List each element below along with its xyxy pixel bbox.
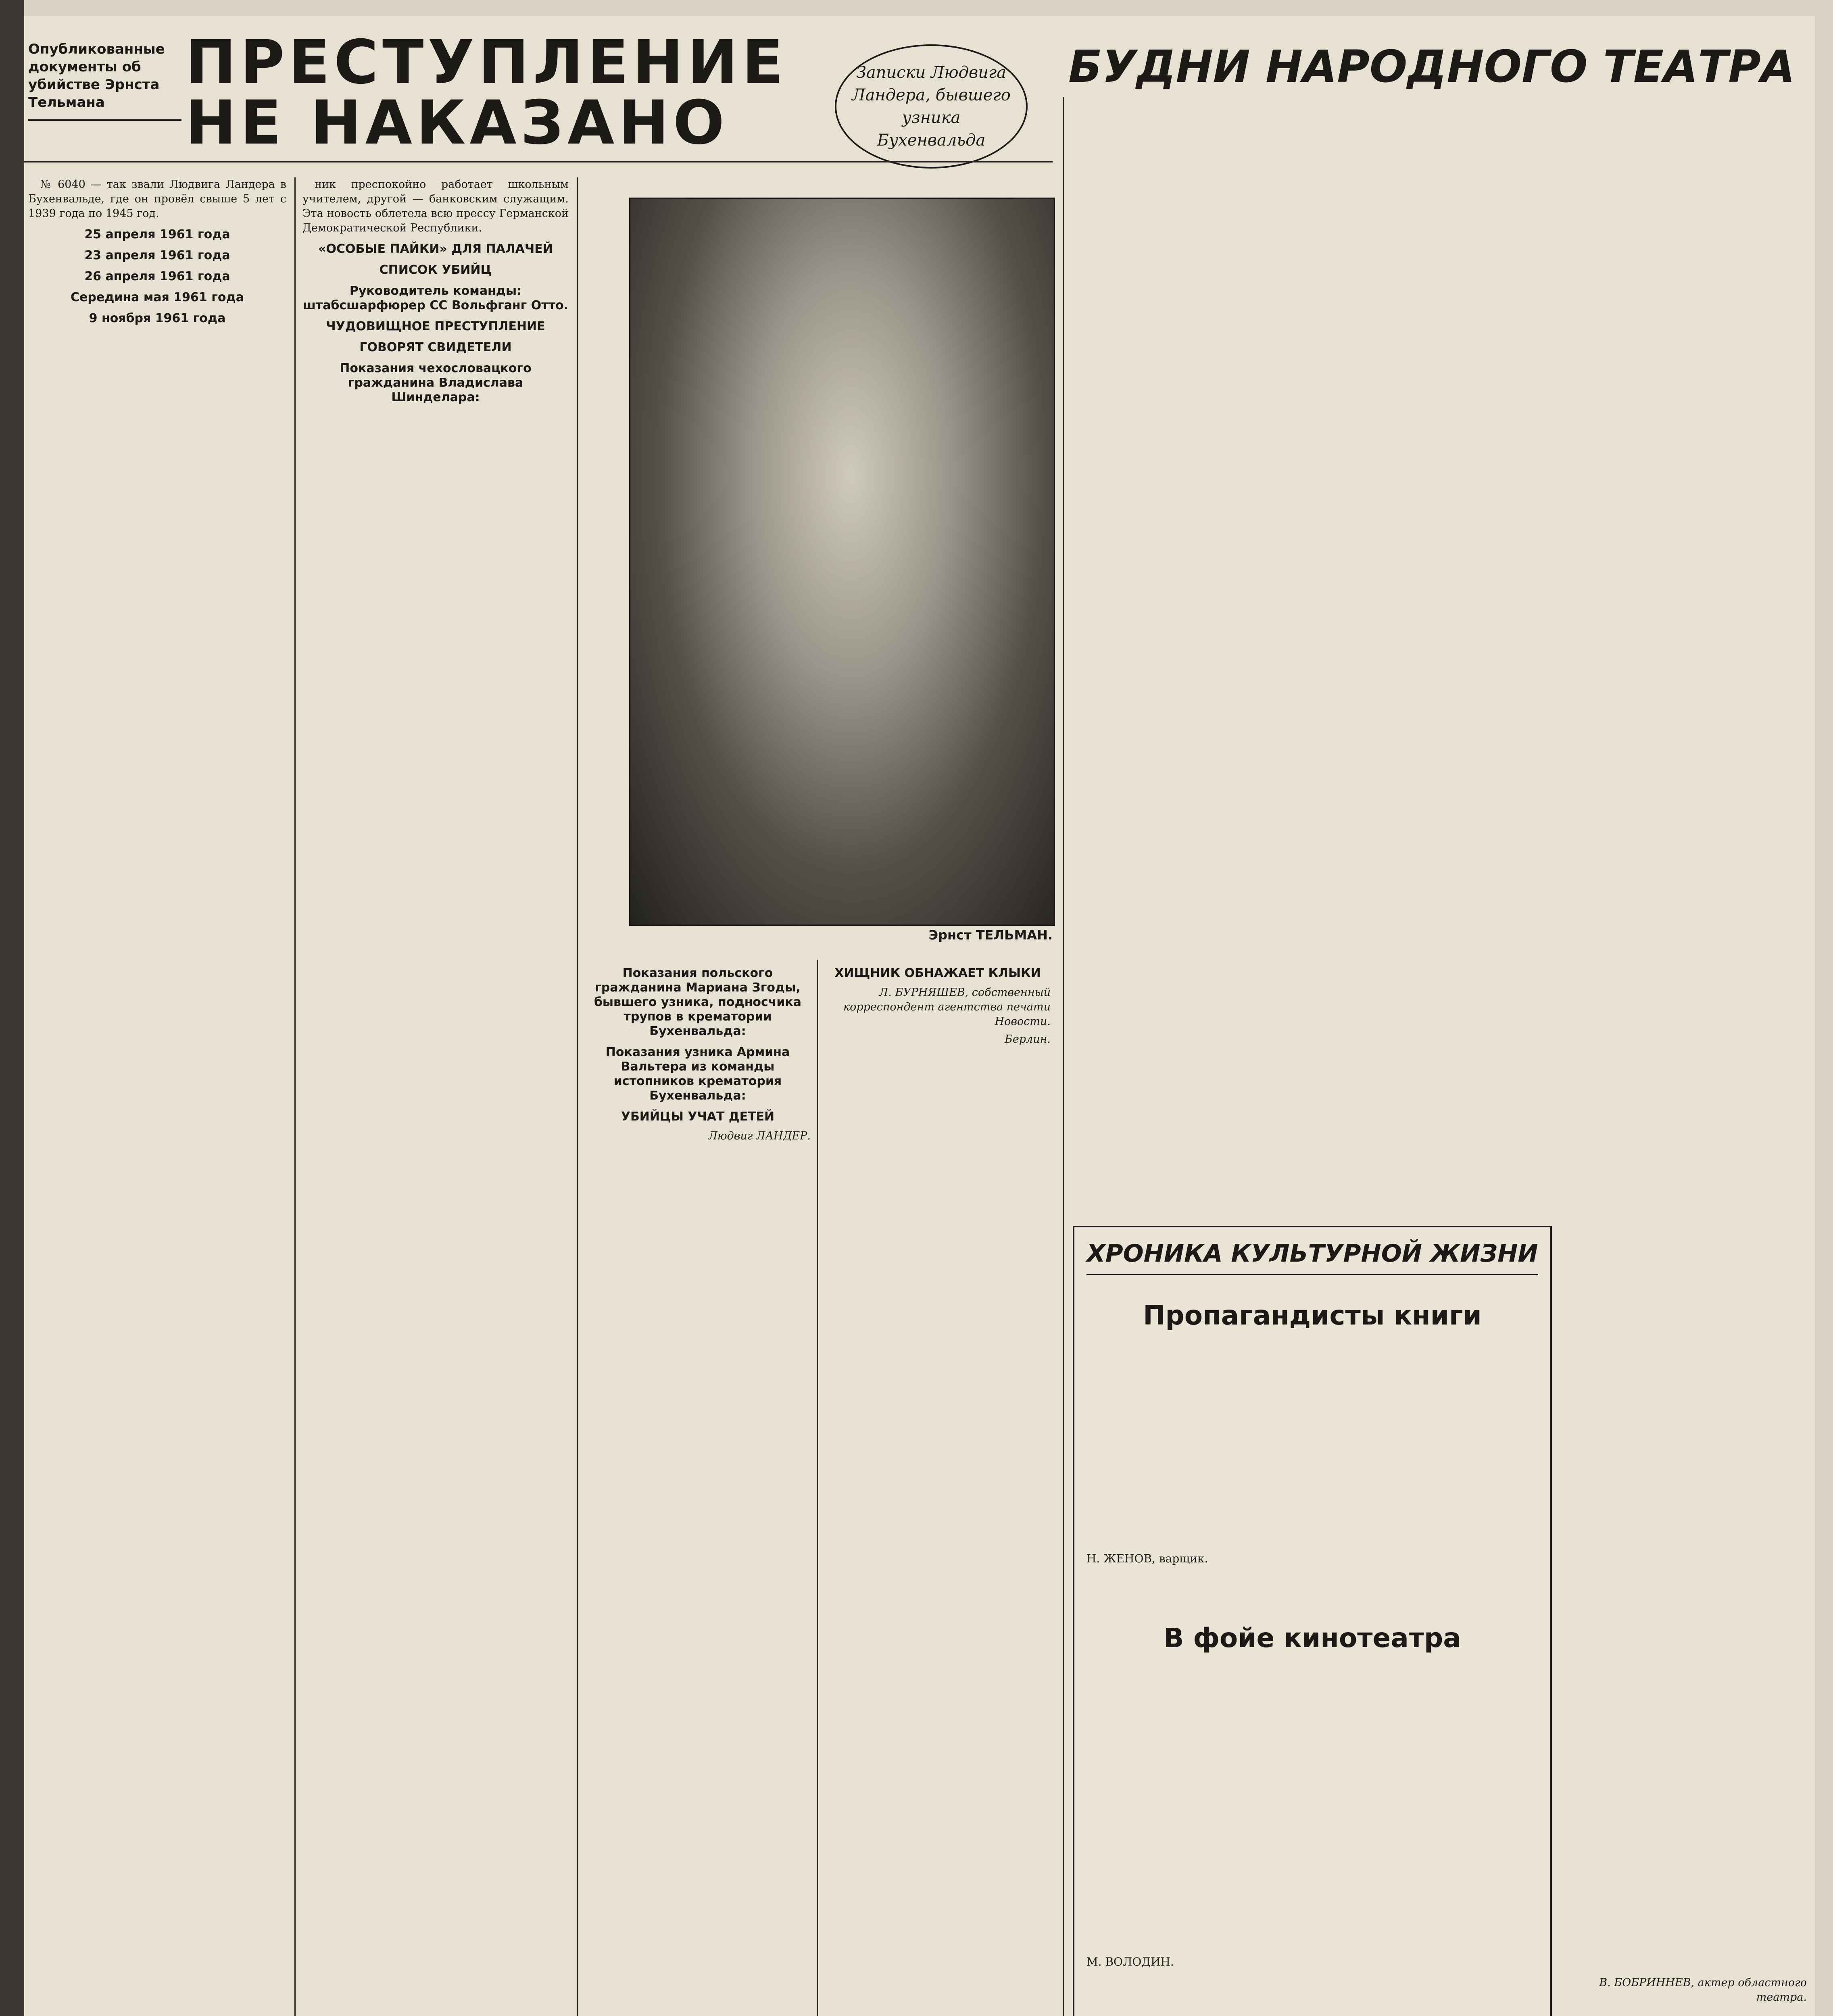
lead-paragraph: № 6040 — так звали Людвига Ландера в Бухенвальде, где он провёл свыше 5 лет с 1939 года по 1945 год.	[28, 178, 286, 220]
kicker-text: Записки Людвига Ландера, бывшего узника Бухенвальда	[852, 63, 1011, 150]
section-heading: Руководитель команды: штабсшарфюрер СС Вольфганг Отто.	[302, 284, 569, 312]
column-3	[585, 960, 811, 2016]
column-rule	[1063, 97, 1064, 2016]
article-title: В фойе кинотеатра	[1164, 1622, 1461, 1654]
section-heading: Показания польского гражданина Мариана Згоды, бывшего узника, подносчика трупов в крематории Бухенвальда:	[594, 966, 802, 1038]
section-heading: 9 ноября 1961 года	[89, 311, 226, 325]
section-heading: СПИСОК УБИЙЦ	[379, 263, 492, 277]
section-heading: ХИЩНИК ОБНАЖАЕТ КЛЫКИ	[834, 966, 1041, 980]
column-4	[825, 960, 1051, 2016]
headline-kicker	[835, 44, 1028, 169]
section-heading: 25 апреля 1961 года	[84, 227, 230, 242]
theatre-column-2	[1319, 121, 1553, 1210]
article-body	[1086, 1662, 1538, 1944]
chronicle-article-1	[1086, 1292, 1538, 1577]
author-signature: Н. ЖЕНОВ, варщик.	[1086, 1552, 1208, 1565]
headline-line-1: ПРЕСТУПЛЕНИЕ	[186, 27, 788, 98]
section-heading: 26 апреля 1961 года	[84, 269, 230, 283]
culture-chronicle-box	[1073, 1226, 1552, 2016]
section-heading: «ОСОБЫЕ ПАЙКИ» ДЛЯ ПАЛАЧЕЙ	[318, 242, 553, 256]
column-2	[302, 177, 569, 2016]
chronicle-title: ХРОНИКА КУЛЬТУРНОЙ ЖИЗНИ	[1086, 1239, 1538, 1275]
section-heading: УБИЙЦЫ УЧАТ ДЕТЕЙ	[621, 1110, 775, 1124]
article-title: Пропагандисты книги	[1143, 1300, 1482, 1331]
dateline-city: Берлин.	[1004, 1033, 1051, 1045]
section-flag: Опубликованные документы об убийстве Эрнста Тельмана	[28, 40, 181, 121]
binding-gutter	[0, 0, 24, 2016]
headline-line-2: НЕ НАКАЗАНО	[186, 88, 729, 158]
photo-caption: Эрнст ТЕЛЬМАН.	[928, 927, 1053, 943]
main-headline	[186, 27, 831, 158]
author-signature: Л. БУРНЯШЕВ, собственный корреспондент агентства печати Новости.	[843, 986, 1051, 1028]
body-paragraph: ник преспокойно работает школьным учителем, другой — банковским служащим. Эта новость облетела всю прессу Германской Демократической Республики.	[302, 178, 569, 234]
section-heading: Середина мая 1961 года	[70, 290, 244, 304]
section-heading: 23 апреля 1961 года	[84, 248, 230, 262]
section-heading: ЧУДОВИЩНОЕ ПРЕСТУПЛЕНИЕ	[326, 319, 545, 333]
column-rule	[817, 960, 818, 2016]
column-rule	[294, 177, 296, 2016]
author-signature: Людвиг ЛАНДЕР.	[708, 1130, 811, 1142]
theatre-column-3	[1565, 121, 1807, 2016]
section-heading: ГОВОРЯТ СВИДЕТЕЛИ	[359, 340, 512, 354]
portrait-photo	[629, 198, 1055, 926]
article-body	[1086, 1339, 1538, 1541]
theatre-headline: БУДНИ НАРОДНОГО ТЕАТРА	[1068, 41, 1795, 92]
theatre-signature: В. БОБРИННЕВ, актер областного театра.	[1599, 1976, 1807, 2004]
section-heading: Показания узника Армина Вальтера из команды истопников крематория Бухенвальда:	[605, 1045, 790, 1103]
theatre-column-1	[1073, 121, 1307, 1210]
author-signature: М. ВОЛОДИН.	[1086, 1955, 1174, 1968]
section-heading: Показания чехословацкого гражданина Владислава Шинделара:	[340, 361, 532, 404]
column-1	[28, 177, 286, 2016]
chronicle-article-2	[1086, 1614, 1538, 1980]
newspaper-page	[24, 16, 1815, 2016]
column-rule	[577, 177, 578, 2016]
headline-rule	[24, 161, 1053, 162]
